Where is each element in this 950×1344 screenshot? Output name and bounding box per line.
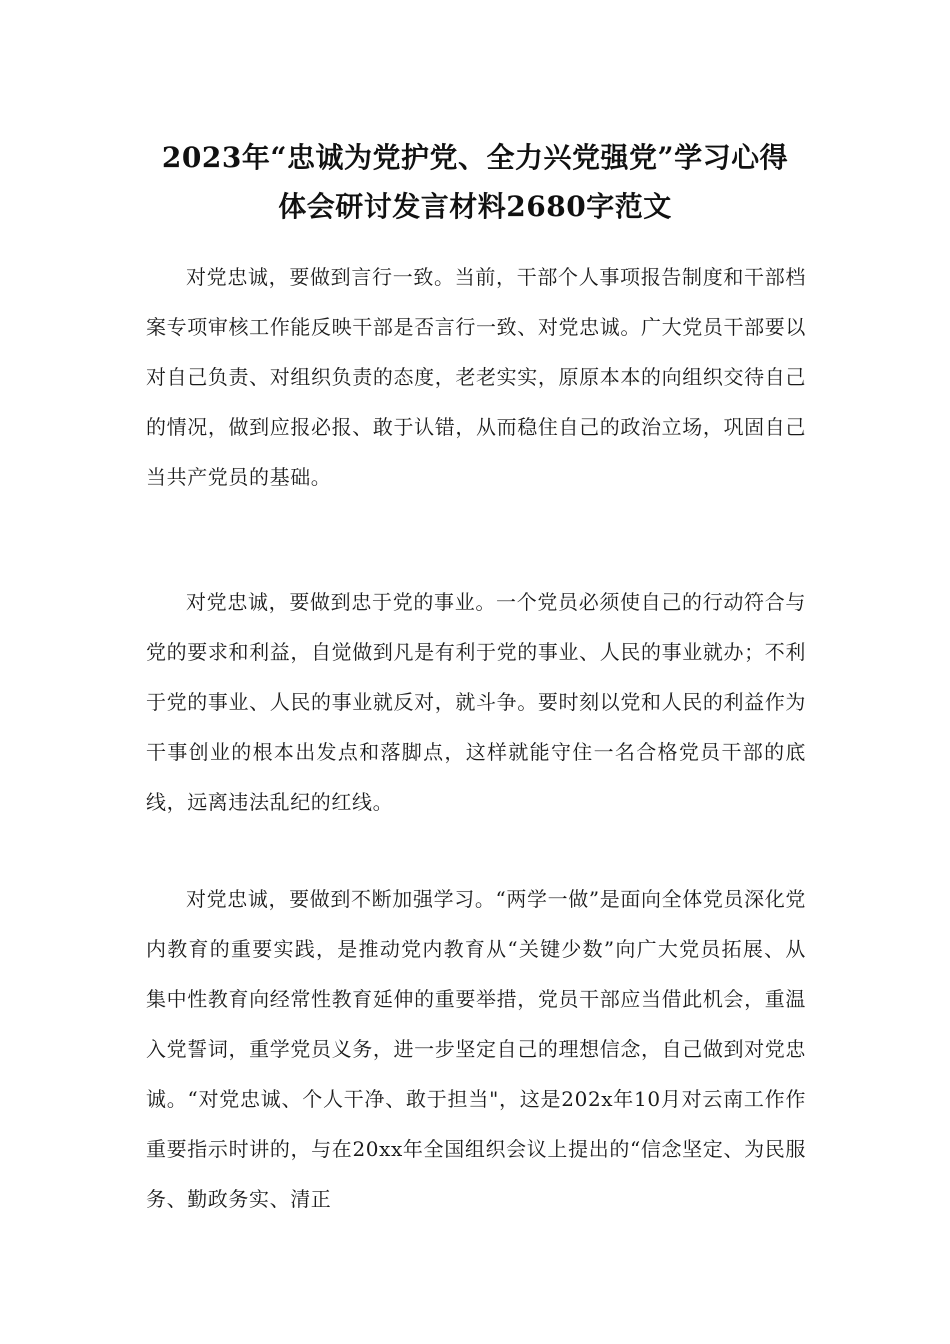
paragraph-3: 对党忠诚，要做到不断加强学习。“两学一做”是面向全体党员深化党内教育的重要实践，是推动党内教育从“关键少数”向广大党员拓展、从集中性教育向经常性教育延伸的重要举措，党员干部应当借此机会，重温入党誓词，重学党员义务，进一步坚定自己的理想信念，自己做到对党忠诚。“对党忠诚、个人干净、敢于担当"，这是202x年10月对云南工作作重要指示时讲的，与在20xx年全国组织会议上提出的“信念坚定、为民服务、勤政务实、清正 xyxy=(146,887,806,1211)
document-title-line-1: 2023年“忠诚为党护党、全力兴党强党”学习心得 xyxy=(161,141,789,174)
paragraph-2: 对党忠诚，要做到忠于党的事业。一个党员必须使自己的行动符合与党的要求和利益，自觉做到凡是有利于党的事业、人民的事业就办；不利于党的事业、人民的事业就反对，就斗争。要时刻以党和人民的利益作为干事创业的根本出发点和落脚点，这样就能守住一名合格党员干部的底线，远离违法乱纪的红线。 xyxy=(146,590,806,814)
document-title-line-2: 体会研讨发言材料2680字范文 xyxy=(278,190,672,223)
paragraph-1: 对党忠诚，要做到言行一致。当前，干部个人事项报告制度和干部档案专项审核工作能反映干部是否言行一致、对党忠诚。广大党员干部要以对自己负责、对组织负责的态度，老老实实，原原本本的向组织交待自己的情况，做到应报必报、敢于认错，从而稳住自己的政治立场，巩固自己当共产党员的基础。 xyxy=(146,265,806,489)
